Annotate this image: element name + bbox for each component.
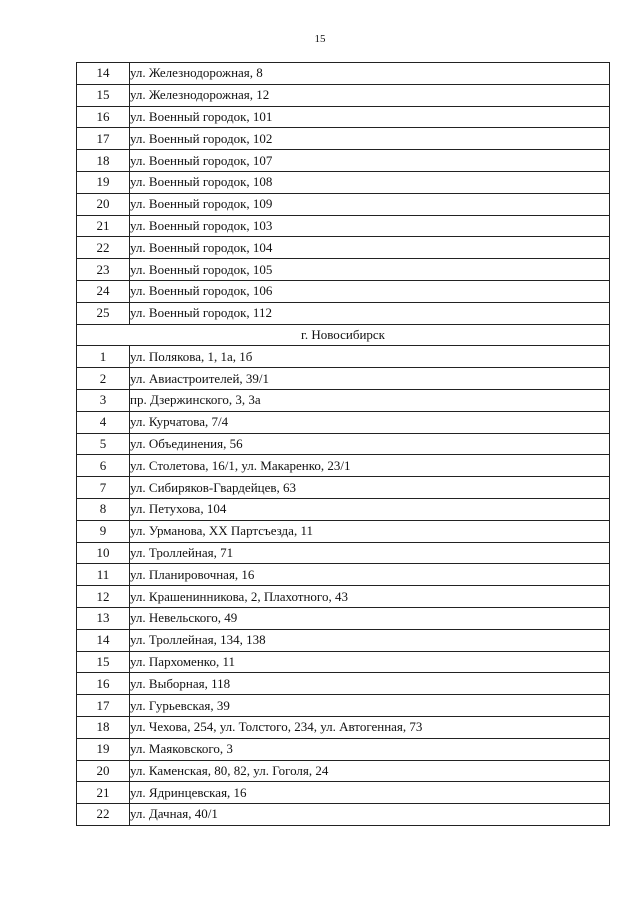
row-address: ул. Дачная, 40/1 [130,804,610,826]
table-row [77,237,610,259]
row-number: 6 [77,455,130,477]
table-row [77,782,610,804]
table-row [77,171,610,193]
row-number: 19 [77,738,130,760]
row-number: 18 [77,716,130,738]
table-row [77,193,610,215]
row-number: 20 [77,760,130,782]
table-row [77,564,610,586]
table-row [77,629,610,651]
table-row [77,673,610,695]
row-number: 15 [77,651,130,673]
address-table-body [77,63,610,826]
row-number: 8 [77,498,130,520]
row-address: ул. Петухова, 104 [130,498,610,520]
table-row [77,389,610,411]
row-number: 22 [77,237,130,259]
row-number: 3 [77,389,130,411]
page-number: 15 [314,33,326,45]
row-address: ул. Каменская, 80, 82, ул. Гоголя, 24 [130,760,610,782]
city-heading-row [77,324,610,346]
row-number: 16 [77,106,130,128]
row-address: ул. Крашенинникова, 2, Плахотного, 43 [130,586,610,608]
row-number: 17 [77,695,130,717]
row-address: ул. Выборная, 118 [130,673,610,695]
row-number: 25 [77,302,130,324]
row-number: 14 [77,63,130,85]
row-address: ул. Железнодорожная, 12 [130,84,610,106]
row-address: ул. Сибиряков-Гвардейцев, 63 [130,477,610,499]
row-number: 10 [77,542,130,564]
table-row [77,586,610,608]
row-address: ул. Ядринцевская, 16 [130,782,610,804]
table-row [77,302,610,324]
table-row [77,455,610,477]
row-address: ул. Военный городок, 108 [130,171,610,193]
row-address: ул. Военный городок, 105 [130,259,610,281]
table-row [77,760,610,782]
row-number: 2 [77,368,130,390]
table-row [77,738,610,760]
row-number: 16 [77,673,130,695]
row-address: ул. Военный городок, 112 [130,302,610,324]
row-address: ул. Военный городок, 104 [130,237,610,259]
row-address: ул. Планировочная, 16 [130,564,610,586]
table-row [77,84,610,106]
table-row [77,651,610,673]
row-address: ул. Гурьевская, 39 [130,695,610,717]
row-address: ул. Авиастроителей, 39/1 [130,368,610,390]
row-number: 13 [77,607,130,629]
table-row [77,106,610,128]
row-address: ул. Маяковского, 3 [130,738,610,760]
row-number: 15 [77,84,130,106]
row-number: 12 [77,586,130,608]
row-number: 9 [77,520,130,542]
table-row [77,128,610,150]
table-row [77,804,610,826]
row-number: 4 [77,411,130,433]
table-row [77,280,610,302]
row-address: ул. Невельского, 49 [130,607,610,629]
table-row [77,411,610,433]
row-address: ул. Объединения, 56 [130,433,610,455]
row-address: ул. Троллейная, 71 [130,542,610,564]
row-number: 5 [77,433,130,455]
row-number: 21 [77,782,130,804]
row-number: 7 [77,477,130,499]
row-address: ул. Военный городок, 103 [130,215,610,237]
table-row [77,716,610,738]
row-number: 23 [77,259,130,281]
table-row [77,433,610,455]
row-address: ул. Военный городок, 106 [130,280,610,302]
row-number: 24 [77,280,130,302]
table-row [77,542,610,564]
row-number: 17 [77,128,130,150]
city-heading: г. Новосибирск [77,324,610,346]
row-number: 22 [77,804,130,826]
row-address: ул. Пархоменко, 11 [130,651,610,673]
row-address: ул. Курчатова, 7/4 [130,411,610,433]
row-number: 1 [77,346,130,368]
row-address: ул. Железнодорожная, 8 [130,63,610,85]
row-address: ул. Столетова, 16/1, ул. Макаренко, 23/1 [130,455,610,477]
table-row [77,368,610,390]
row-address: ул. Военный городок, 102 [130,128,610,150]
row-address: ул. Военный городок, 109 [130,193,610,215]
table-row [77,477,610,499]
table-row [77,346,610,368]
row-address: ул. Чехова, 254, ул. Толстого, 234, ул. Автогенная, 73 [130,716,610,738]
row-address: ул. Полякова, 1, 1а, 1б [130,346,610,368]
row-address: ул. Военный городок, 101 [130,106,610,128]
row-address: ул. Военный городок, 107 [130,150,610,172]
row-number: 11 [77,564,130,586]
table-row [77,498,610,520]
address-table [76,62,610,826]
row-number: 20 [77,193,130,215]
row-address: ул. Урманова, XX Партсъезда, 11 [130,520,610,542]
row-number: 19 [77,171,130,193]
table-row [77,63,610,85]
row-number: 21 [77,215,130,237]
table-row [77,607,610,629]
table-row [77,520,610,542]
row-address: ул. Троллейная, 134, 138 [130,629,610,651]
table-row [77,150,610,172]
row-number: 18 [77,150,130,172]
table-row [77,215,610,237]
table-row [77,695,610,717]
row-number: 14 [77,629,130,651]
row-address: пр. Дзержинского, 3, 3а [130,389,610,411]
table-row [77,259,610,281]
